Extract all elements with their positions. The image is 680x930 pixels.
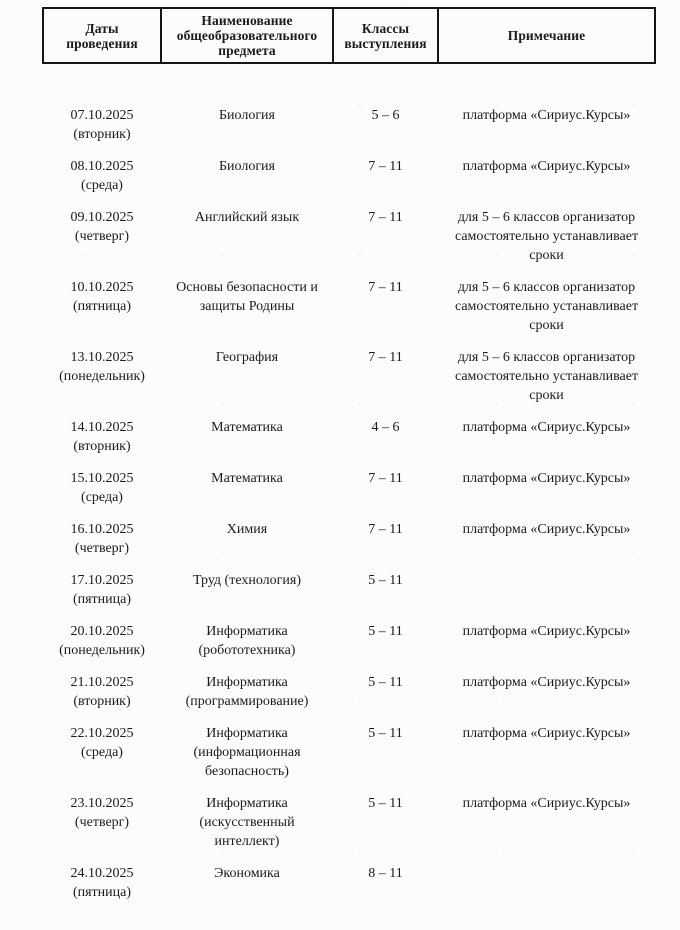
date-value: 14.10.2025 (70, 420, 134, 435)
subject-cell: Информатика (искусственный интеллект) (199, 796, 295, 849)
date-cell (43, 724, 161, 794)
note-cell (438, 571, 655, 622)
subject-cell: Труд (технология) (192, 573, 301, 588)
date-value: 07.10.2025 (70, 108, 134, 123)
weekday-value: (вторник) (73, 127, 131, 142)
note-cell: платформа «Сириус.Курсы» (462, 675, 631, 690)
table-row (43, 208, 655, 278)
olympiad-schedule-table (42, 7, 656, 915)
subject-cell: Экономика (214, 866, 280, 881)
date-cell (43, 794, 161, 864)
grades-cell: 7 – 11 (368, 471, 403, 486)
table-row (43, 348, 655, 418)
note-cell: для 5 – 6 классов организатор самостоятельно устанавливает сроки (454, 350, 639, 403)
subject-cell: Биология (218, 108, 275, 123)
date-value: 13.10.2025 (70, 350, 134, 365)
subject-cell: Математика (211, 420, 283, 435)
grades-cell: 7 – 11 (368, 280, 403, 295)
table-row (43, 418, 655, 469)
note-cell: для 5 – 6 классов организатор самостоятельно устанавливает сроки (454, 280, 639, 333)
date-value: 15.10.2025 (70, 471, 134, 486)
weekday-value: (пятница) (72, 299, 132, 314)
date-value: 23.10.2025 (70, 796, 134, 811)
note-cell: платформа «Сириус.Курсы» (462, 726, 631, 741)
weekday-value: (вторник) (73, 694, 131, 709)
table-row (43, 469, 655, 520)
weekday-value: (пятница) (72, 592, 132, 607)
date-value: 09.10.2025 (70, 210, 134, 225)
grades-cell: 7 – 11 (368, 159, 403, 174)
weekday-value: (четверг) (74, 541, 130, 556)
note-cell: платформа «Сириус.Курсы» (462, 471, 631, 486)
subject-cell: Биология (218, 159, 275, 174)
date-value: 10.10.2025 (70, 280, 134, 295)
table-row (43, 673, 655, 724)
date-value: 16.10.2025 (70, 522, 134, 537)
date-cell (43, 157, 161, 208)
table-row (43, 157, 655, 208)
grades-cell: 7 – 11 (368, 210, 403, 225)
note-cell: для 5 – 6 классов организатор самостоятельно устанавливает сроки (454, 210, 639, 263)
table-row (43, 622, 655, 673)
weekday-value: (вторник) (73, 439, 131, 454)
date-cell (43, 469, 161, 520)
grades-cell: 5 – 11 (368, 573, 403, 588)
table-row (43, 571, 655, 622)
note-cell (438, 864, 655, 915)
date-cell (43, 63, 161, 157)
note-cell: платформа «Сириус.Курсы» (462, 108, 631, 123)
document-page (0, 7, 680, 930)
date-cell (43, 520, 161, 571)
date-cell (43, 864, 161, 915)
date-value: 17.10.2025 (70, 573, 134, 588)
date-cell (43, 622, 161, 673)
note-cell: платформа «Сириус.Курсы» (462, 420, 631, 435)
date-cell (43, 418, 161, 469)
subject-cell: Информатика (робототехника) (198, 624, 296, 658)
table-row (43, 278, 655, 348)
weekday-value: (среда) (81, 745, 123, 760)
date-cell (43, 208, 161, 278)
weekday-value: (четверг) (74, 815, 130, 830)
date-cell (43, 278, 161, 348)
date-cell (43, 348, 161, 418)
note-cell: платформа «Сириус.Курсы» (462, 796, 631, 811)
table-row (43, 63, 655, 157)
weekday-value: (понедельник) (59, 643, 145, 658)
grades-cell: 7 – 11 (368, 522, 403, 537)
table-row (43, 794, 655, 864)
subject-cell: Информатика (программирование) (185, 675, 309, 709)
grades-cell: 4 – 6 (371, 420, 400, 435)
column-header-note: Примечание (438, 8, 655, 63)
table-header (43, 8, 655, 63)
grades-cell: 5 – 11 (368, 796, 403, 811)
subject-cell: Математика (211, 471, 283, 486)
column-header-grades: Классы выступления (333, 8, 438, 63)
date-value: 24.10.2025 (70, 866, 134, 881)
subject-cell: Основы безопасности и защиты Родины (176, 280, 318, 314)
note-cell: платформа «Сириус.Курсы» (462, 159, 631, 174)
note-cell: платформа «Сириус.Курсы» (462, 522, 631, 537)
table-row (43, 724, 655, 794)
grades-cell: 5 – 11 (368, 726, 403, 741)
column-header-dates: Даты проведения (43, 8, 161, 63)
subject-cell: География (215, 350, 279, 365)
weekday-value: (среда) (81, 178, 123, 193)
grades-cell: 5 – 11 (368, 624, 403, 639)
table-row (43, 520, 655, 571)
subject-cell: Химия (226, 522, 268, 537)
weekday-value: (пятница) (72, 885, 132, 900)
column-header-subject: Наименование общеобразовательного предмета (161, 8, 333, 63)
table-row (43, 864, 655, 915)
grades-cell: 5 – 11 (368, 675, 403, 690)
table-body (43, 63, 655, 915)
grades-cell: 8 – 11 (368, 866, 403, 881)
date-value: 08.10.2025 (70, 159, 134, 174)
subject-cell: Английский язык (194, 210, 300, 225)
weekday-value: (среда) (81, 490, 123, 505)
weekday-value: (четверг) (74, 229, 130, 244)
weekday-value: (понедельник) (59, 369, 145, 384)
subject-cell: Информатика (информационная безопасность) (193, 726, 301, 779)
grades-cell: 5 – 6 (371, 108, 400, 123)
date-cell (43, 673, 161, 724)
date-value: 20.10.2025 (70, 624, 134, 639)
note-cell: платформа «Сириус.Курсы» (462, 624, 631, 639)
date-value: 22.10.2025 (70, 726, 134, 741)
grades-cell: 7 – 11 (368, 350, 403, 365)
header-row (43, 8, 655, 63)
date-cell (43, 571, 161, 622)
date-value: 21.10.2025 (70, 675, 134, 690)
